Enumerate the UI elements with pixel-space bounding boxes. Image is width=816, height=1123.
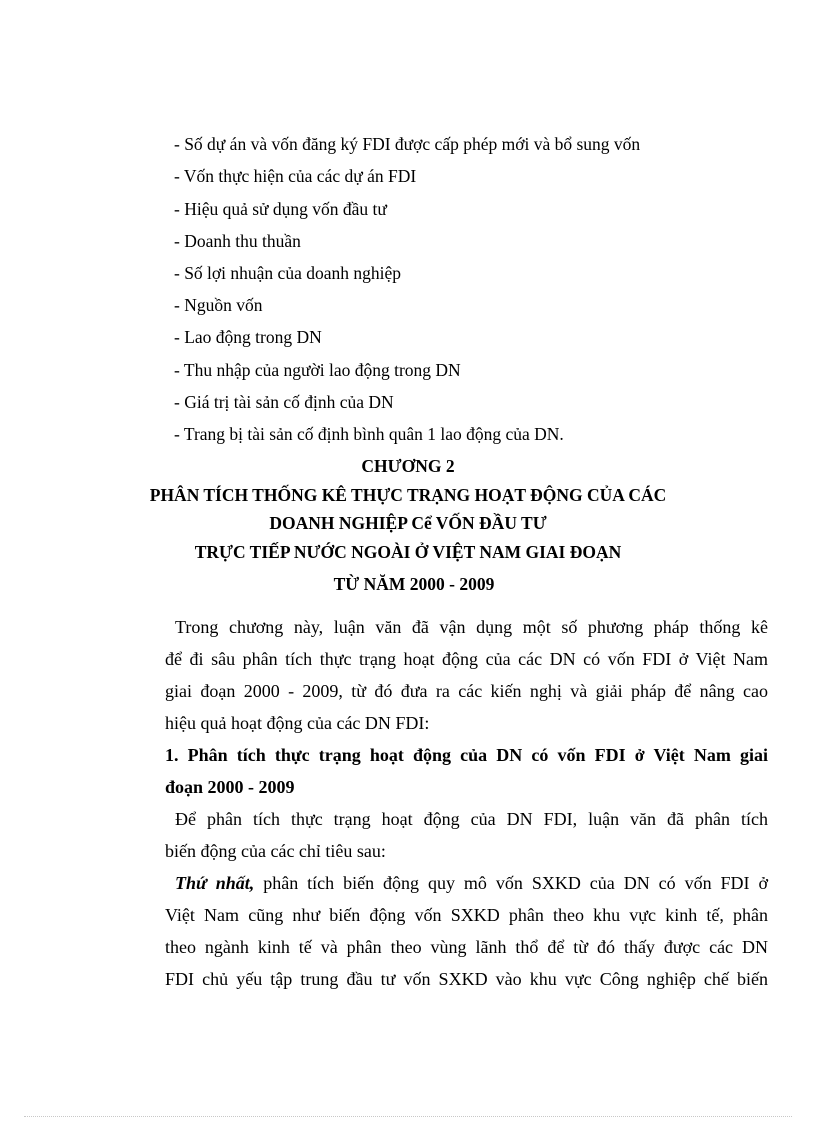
paragraph-line: giai đoạn 2000 - 2009, từ đó đưa ra các kiến nghị và giải pháp để nâng cao [165, 681, 768, 701]
bullet-item: - Số dự án và vốn đăng ký FDI được cấp phép mới và bổ sung vốn [174, 134, 641, 154]
bullet-item: - Thu nhập của người lao động trong DN [174, 360, 461, 380]
page-bottom-border [24, 1116, 792, 1117]
paragraph-line: Trong chương này, luận văn đã vận dụng một số phương pháp thống kê [175, 617, 768, 637]
bullet-item: - Số lợi nhuận của doanh nghiệp [174, 263, 401, 283]
bullet-item: - Trang bị tài sản cố định bình quân 1 lao động của DN. [174, 424, 564, 444]
paragraph-line: hiệu quả hoạt động của các DN FDI: [165, 713, 430, 733]
bullet-item: - Hiệu quả sử dụng vốn đầu tư [174, 199, 387, 219]
heading-line: đoạn 2000 - 2009 [165, 777, 295, 797]
chapter-title-line: TRỰC TIẾP NƯỚC NGOÀI Ở VIỆT NAM GIAI ĐOẠN [194, 542, 622, 562]
bullet-item: - Vốn thực hiện của các dự án FDI [174, 166, 417, 186]
chapter-title-line: PHÂN TÍCH THỐNG KÊ THỰC TRẠNG HOẠT ĐỘNG CỦA CÁC [149, 485, 667, 505]
paragraph-line: Việt Nam cũng như biến động vốn SXKD phân theo khu vực kinh tế, phân [165, 905, 768, 925]
paragraph-line: FDI chủ yếu tập trung đầu tư vốn SXKD vào khu vực Công nghiệp chế biến [165, 969, 768, 989]
intro-paragraph [165, 611, 768, 739]
bullet-item: - Giá trị tài sản cố định của DN [174, 392, 394, 412]
paragraph-line: Để phân tích thực trạng hoạt động của DN FDI, luận văn đã phân tích [175, 809, 768, 829]
chapter-title-line: DOANH NGHIỆP Cể VỐN ĐẦU TƯ [269, 513, 547, 533]
chapter-title-line: TỪ NĂM 2000 - 2009 [333, 574, 495, 594]
bullet-item: - Doanh thu thuần [174, 231, 301, 251]
bullet-item: - Lao động trong DN [174, 327, 322, 347]
first-line-rest: phân tích biến động quy mô vốn SXKD của DN có vốn FDI ở [254, 873, 769, 893]
bullet-item: - Nguồn vốn [174, 295, 263, 315]
paragraph-line: để đi sâu phân tích thực trạng hoạt động của các DN có vốn FDI ở Việt Nam [165, 649, 768, 669]
emphasis-lead: Thứ nhất, [175, 873, 255, 893]
paragraph-line [165, 867, 768, 899]
analysis-paragraph [165, 803, 768, 867]
first-point-paragraph [165, 867, 768, 995]
section-heading [165, 739, 768, 803]
chapter-number: CHƯƠNG 2 [361, 456, 455, 476]
paragraph-line: theo ngành kinh tế và phân theo vùng lãnh thổ để từ đó thấy được các DN [165, 937, 768, 957]
paragraph-line: biến động của các chỉ tiêu sau: [165, 841, 386, 861]
heading-line: 1. Phân tích thực trạng hoạt động của DN có vốn FDI ở Việt Nam giai [165, 745, 768, 765]
